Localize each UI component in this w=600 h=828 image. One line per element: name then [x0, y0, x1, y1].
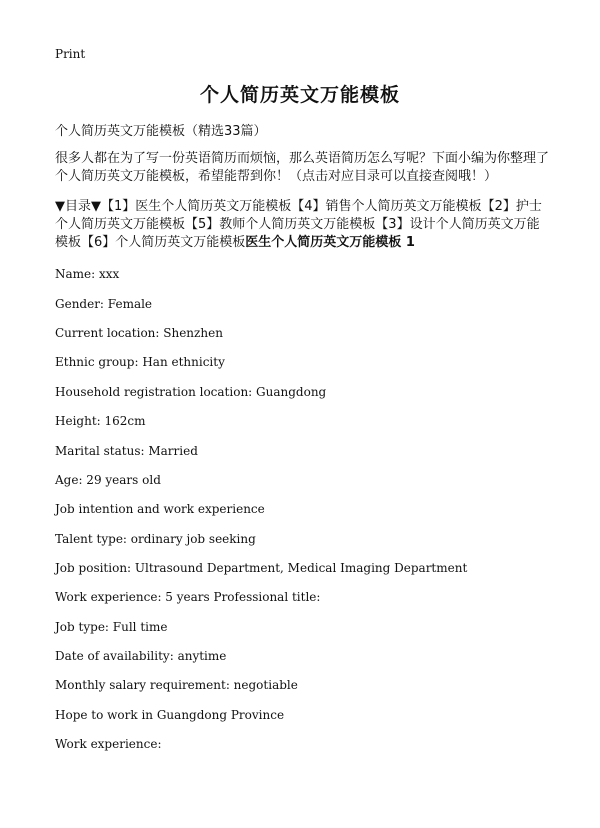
- section-heading: 医生个人简历英文万能模板 1: [245, 235, 415, 250]
- table-of-contents: [55, 198, 550, 252]
- field-ethnic-group: Ethnic group: Han ethnicity: [55, 355, 225, 369]
- toc-link-6[interactable]: 【6】个人简历英文万能模板: [81, 235, 246, 250]
- field-name: Name: xxx: [55, 267, 120, 281]
- field-talent-type: Talent type: ordinary job seeking: [55, 532, 256, 546]
- field-work-experience-years: Work experience: 5 years Professional title:: [55, 590, 321, 604]
- document-subtitle: 个人简历英文万能模板（精选33篇）: [55, 124, 267, 139]
- field-gender: Gender: Female: [55, 297, 153, 311]
- print-link[interactable]: Print: [55, 47, 86, 61]
- field-current-location: Current location: Shenzhen: [55, 326, 223, 340]
- document-title: 个人简历英文万能模板: [199, 84, 400, 106]
- field-household-registration: Household registration location: Guangdong: [55, 385, 327, 399]
- field-marital-status: Marital status: Married: [55, 444, 198, 458]
- toc-link-5[interactable]: 【5】教师个人简历英文万能模板: [185, 217, 376, 232]
- field-monthly-salary: Monthly salary requirement: negotiable: [55, 678, 298, 692]
- field-job-type: Job type: Full time: [55, 620, 168, 634]
- toc-link-4[interactable]: 【4】销售个人简历英文万能模板: [291, 199, 482, 214]
- field-date-of-availability: Date of availability: anytime: [55, 649, 227, 663]
- field-height: Height: 162cm: [55, 414, 146, 428]
- field-age: Age: 29 years old: [55, 473, 161, 487]
- field-hope-to-work: Hope to work in Guangdong Province: [55, 708, 285, 722]
- field-work-experience: Work experience:: [55, 737, 162, 751]
- toc-link-3[interactable]: 【3】设计个人简历英文万能模板: [55, 217, 540, 250]
- toc-link-2[interactable]: 【2】护士个人简历英文万能模板: [55, 199, 542, 232]
- intro-paragraph: 很多人都在为了写一份英语简历而烦恼，那么英语简历怎么写呢？下面小编为你整理了个人简历英文万能模板，希望能帮到你！（点击对应目录可以直接查阅哦！）: [55, 151, 550, 184]
- toc-link-1[interactable]: 【1】医生个人简历英文万能模板: [101, 199, 292, 214]
- field-job-position: Job position: Ultrasound Department, Medical Imaging Department: [55, 561, 468, 575]
- toc-prefix: ▼目录▼: [55, 199, 101, 214]
- field-job-intention: Job intention and work experience: [55, 502, 265, 516]
